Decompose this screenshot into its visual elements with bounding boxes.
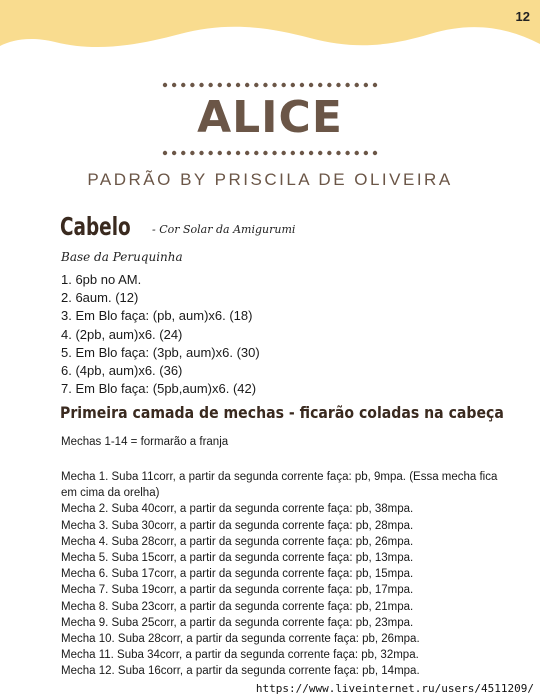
divider-dot bbox=[172, 83, 176, 87]
divider-dot bbox=[272, 83, 276, 87]
divider-dot bbox=[336, 83, 340, 87]
divider-dot bbox=[254, 151, 258, 155]
divider-dot bbox=[254, 83, 258, 87]
header-wave bbox=[0, 0, 540, 60]
divider-dot bbox=[281, 151, 285, 155]
list-item: 4. (2pb, aum)x6. (24) bbox=[61, 326, 183, 342]
divider-dot bbox=[364, 83, 368, 87]
list-item: 1. 6pb no AM. bbox=[61, 272, 142, 287]
divider-dot bbox=[218, 151, 222, 155]
divider-dot bbox=[163, 151, 167, 155]
page-number: 12 bbox=[515, 9, 530, 24]
divider-dot bbox=[291, 83, 295, 87]
list-item: 6. (4pb, aum)x6. (36) bbox=[61, 363, 183, 379]
divider-dot bbox=[355, 151, 359, 155]
divider-dot bbox=[172, 151, 176, 155]
list-item: Mecha 5. Suba 15corr, a partir da segunda corrente faça: pb, 13mpa. bbox=[61, 552, 414, 565]
divider-dot bbox=[318, 83, 322, 87]
divider-dot bbox=[199, 151, 203, 155]
divider-dot bbox=[208, 151, 212, 155]
list-item: Mecha 3. Suba 30corr, a partir da segunda corrente faça: pb, 28mpa. bbox=[61, 519, 414, 532]
list-item: Mecha 2. Suba 40corr, a partir da segunda corrente faça: pb, 38mpa. bbox=[61, 503, 414, 516]
list-item: Mecha 4. Suba 28corr, a partir da segunda corrente faça: pb, 26mpa. bbox=[61, 535, 414, 548]
list-item: Mecha 6. Suba 17corr, a partir da segunda corrente faça: pb, 15mpa. bbox=[61, 568, 414, 581]
divider-dot bbox=[236, 151, 240, 155]
bottom-dotted-divider bbox=[162, 150, 378, 156]
divider-dot bbox=[163, 83, 167, 87]
divider-dot bbox=[245, 83, 249, 87]
divider-dot bbox=[300, 151, 304, 155]
watermark-url: https://www.liveinternet.ru/users/4511209/ bbox=[255, 682, 534, 695]
section-note: - Cor Solar da Amigurumi bbox=[152, 223, 296, 236]
divider-dot bbox=[300, 83, 304, 87]
divider-dot bbox=[272, 151, 276, 155]
fringe-note: Mechas 1-14 = formarão a franja bbox=[61, 436, 229, 448]
page-title: ALICE bbox=[197, 92, 343, 143]
divider-dot bbox=[281, 83, 285, 87]
divider-dot bbox=[345, 83, 349, 87]
divider-dot bbox=[318, 151, 322, 155]
divider-dot bbox=[373, 151, 377, 155]
divider-dot bbox=[355, 83, 359, 87]
divider-dot bbox=[190, 83, 194, 87]
divider-dot bbox=[263, 83, 267, 87]
base-steps-list bbox=[61, 271, 260, 398]
divider-dot bbox=[236, 83, 240, 87]
divider-dot bbox=[327, 151, 331, 155]
divider-dot bbox=[245, 151, 249, 155]
list-item: Mecha 8. Suba 23corr, a partir da segunda corrente faça: pb, 21mpa. bbox=[61, 600, 414, 613]
list-item: 5. Em Blo faça: (3pb, aum)x6. (30) bbox=[61, 344, 260, 360]
list-item: Mecha 10. Suba 28corr, a partir da segunda corrente faça: pb, 26mpa. bbox=[61, 633, 420, 646]
base-title: Base da Peruquinha bbox=[61, 250, 183, 264]
section-title: Cabelo bbox=[60, 212, 131, 241]
divider-dot bbox=[336, 151, 340, 155]
list-item: 2. 6aum. (12) bbox=[61, 290, 139, 306]
divider-dot bbox=[181, 83, 185, 87]
mecha-list bbox=[61, 469, 501, 680]
divider-dot bbox=[309, 83, 313, 87]
top-dotted-divider bbox=[162, 82, 378, 88]
list-item: Mecha 9. Suba 25corr, a partir da segunda corrente faça: pb, 23mpa. bbox=[61, 616, 414, 629]
list-item: 3. Em Blo faça: (pb, aum)x6. (18) bbox=[61, 308, 253, 324]
divider-dot bbox=[199, 83, 203, 87]
divider-dot bbox=[291, 151, 295, 155]
list-item: Mecha 12. Suba 16corr, a partir da segunda corrente faça: pb, 14mpa. bbox=[61, 665, 420, 678]
list-item: 7. Em Blo faça: (5pb,aum)x6. (42) bbox=[61, 381, 257, 397]
divider-dot bbox=[373, 83, 377, 87]
page-subtitle: PADRÃO BY PRISCILA DE OLIVEIRA bbox=[87, 170, 453, 189]
divider-dot bbox=[327, 83, 331, 87]
list-item: Mecha 7. Suba 19corr, a partir da segunda corrente faça: pb, 17mpa. bbox=[61, 584, 414, 597]
divider-dot bbox=[227, 83, 231, 87]
divider-dot bbox=[263, 151, 267, 155]
divider-dot bbox=[208, 83, 212, 87]
layer-title: Primeira camada de mechas - ficarão coladas na cabeça bbox=[60, 403, 504, 422]
divider-dot bbox=[190, 151, 194, 155]
divider-dot bbox=[218, 83, 222, 87]
divider-dot bbox=[227, 151, 231, 155]
divider-dot bbox=[345, 151, 349, 155]
divider-dot bbox=[309, 151, 313, 155]
divider-dot bbox=[364, 151, 368, 155]
divider-dot bbox=[181, 151, 185, 155]
list-item: Mecha 11. Suba 34corr, a partir da segunda corrente faça: pb, 32mpa. bbox=[61, 649, 419, 662]
list-item: Mecha 1. Suba 11corr, a partir da segunda corrente faça: pb, 9mpa. (Essa mecha fica em cima da orelha) bbox=[61, 471, 498, 500]
